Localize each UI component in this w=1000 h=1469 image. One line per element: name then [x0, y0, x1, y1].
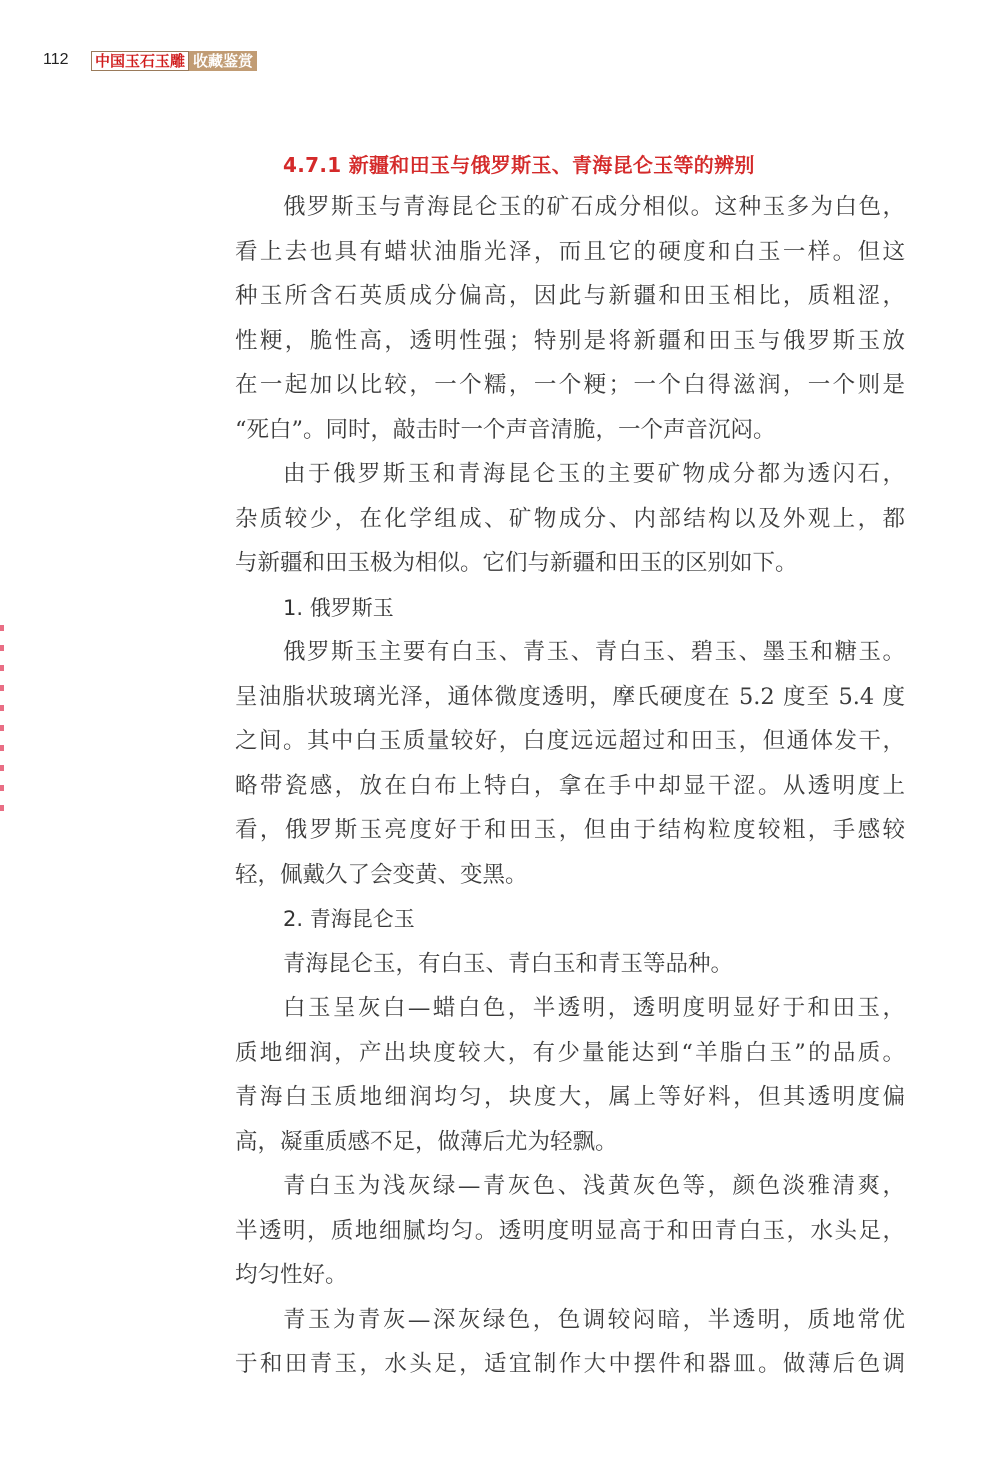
paragraph-line: 俄罗斯玉与青海昆仑玉的矿石成分相似。这种玉多为白色， — [283, 194, 905, 220]
paragraph-line: 性粳，脆性高，透明性强；特别是将新疆和田玉与俄罗斯玉放 — [235, 327, 905, 354]
paragraph-line: 呈油脂状玻璃光泽，通体微度透明，摩氏硬度在 5.2 度至 5.4 度 — [235, 683, 905, 710]
subsection-heading: 2. 青海昆仑玉 — [283, 907, 415, 931]
paragraph-line: 轻，佩戴久了会变黄、变黑。 — [235, 861, 528, 888]
subsection-heading: 1. 俄罗斯玉 — [283, 595, 394, 620]
paragraph-line: 白玉呈灰白—蜡白色，半透明，透明度明显好于和田玉， — [283, 995, 905, 1021]
paragraph-line: 质地细润，产出块度较大，有少量能达到“羊脂白玉”的品质。 — [235, 1039, 905, 1066]
section-title: 4.7.1 新疆和田玉与俄罗斯玉、青海昆仑玉等的辨别 — [283, 153, 755, 177]
paragraph-line: “死白”。同时，敲击时一个声音清脆，一个声音沉闷。 — [235, 416, 776, 443]
running-header — [91, 51, 257, 71]
paragraph-line: 青玉为青灰—深灰绿色，色调较闷暗，半透明，质地常优 — [283, 1306, 905, 1333]
paragraph-line: 在一起加以比较，一个糯，一个粳；一个白得滋润，一个则是 — [235, 372, 905, 398]
paragraph-line: 之间。其中白玉质量较好，白度远远超过和田玉，但通体发干， — [235, 728, 905, 754]
paragraph-line: 看，俄罗斯玉亮度好于和田玉，但由于结构粒度较粗，手感较 — [235, 817, 905, 843]
paragraph-line: 种玉所含石英质成分偏高，因此与新疆和田玉相比，质粗涩， — [235, 283, 905, 309]
paragraph-line: 半透明，质地细腻均匀。透明度明显高于和田青白玉，水头足， — [235, 1217, 905, 1244]
paragraph-line: 略带瓷感，放在白布上特白，拿在手中却显干涩。从透明度上 — [235, 772, 905, 799]
paragraph-line: 于和田青玉，水头足，适宜制作大中摆件和器皿。做薄后色调 — [235, 1351, 905, 1377]
paragraph-line: 均匀性好。 — [235, 1262, 348, 1288]
paragraph-line: 杂质较少，在化学组成、矿物成分、内部结构以及外观上，都 — [235, 505, 905, 532]
paragraph-line: 青海白玉质地细润均匀，块度大，属上等好料，但其透明度偏 — [235, 1084, 905, 1110]
paragraph-line: 与新疆和田玉极为相似。它们与新疆和田玉的区别如下。 — [235, 550, 798, 576]
page-number: 112 — [43, 51, 69, 68]
paragraph-line: 青白玉为浅灰绿—青灰色、浅黄灰色等，颜色淡雅清爽， — [283, 1173, 905, 1199]
paragraph-line: 俄罗斯玉主要有白玉、青玉、青白玉、碧玉、墨玉和糖玉。 — [283, 639, 905, 665]
paragraph-line: 看上去也具有蜡状油脂光泽，而且它的硬度和白玉一样。但这 — [235, 238, 905, 265]
page-edge-marks — [0, 625, 4, 820]
series-label: 收藏鉴赏 — [189, 51, 257, 71]
paragraph-line: 高，凝重质感不足，做薄后尤为轻飘。 — [235, 1128, 618, 1155]
book-title: 中国玉石玉雕 — [91, 51, 189, 71]
paragraph-line: 青海昆仑玉，有白玉、青白玉和青玉等品种。 — [283, 950, 734, 977]
paragraph-line: 由于俄罗斯玉和青海昆仑玉的主要矿物成分都为透闪石， — [283, 461, 905, 487]
